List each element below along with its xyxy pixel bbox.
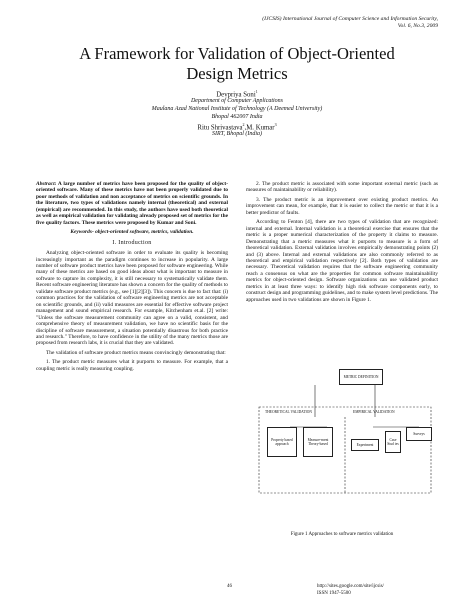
- paragraph: Analyzing object-oriented software in order to evaluate its quality is becoming increasingly important as the paradigm continues to increase in popularity. A large number of software product metrics have been proposed for software engineering. While many of these metrics are based on good ideas about what is important to measure in software to capture its complexity, it is still necessary to systematically validate them. Recent software engineering literature has shown a concern for the quality of methods to validate software product metrics (e.g., see [1][2][3]). This concern is due to fact that: (i) common practices for the validation of software engineering metrics are not acceptable on scientific grounds, and (ii) valid measures are essential for effective software project management and sound empirical research. For example, Kitchenham et.al. [2] write: "Unless the software measurement community can agree on a valid, consistent, and comprehensive theory of measurement validation, we have no scientific basis for the discipline of software measurement, a situation potentially disastrous for both practice and research." Therefore, to have confidence in the utility of the many metrics those are proposed from research labs, it is crucial that they are validated.: [36, 250, 228, 347]
- title-line1: A Framework for Validation of Object-Oriented: [79, 44, 395, 63]
- surveys-box: Surveys: [406, 427, 432, 441]
- page-number: 46: [227, 584, 232, 589]
- author-devpriya-soni: Devpriya Soni$^1$: [216, 89, 258, 99]
- measurement-theory-box: Measure-ment Theory-based: [303, 427, 333, 457]
- paragraph: 2. The product metric is associated with some important external metric (such as measures of maintainability or reliability).: [246, 181, 438, 194]
- journal-header-line2: Vol. 6, No.3, 2009: [397, 23, 438, 29]
- paragraph: 3. The product metric is an improvement over existing product metrics. An improvement can mean, for example, that it is easier to collect the metric or that it is a better predictor of faults.: [246, 196, 438, 216]
- abstract-label: Abstract:: [36, 181, 57, 187]
- title-line2: Design Metrics: [186, 64, 288, 83]
- author-name: Ritu Shrivastava: [197, 124, 243, 132]
- author-institute: Maulana Azad National Institute of Technology (A Deemed University): [151, 106, 323, 112]
- author-name: M. Kumar: [246, 124, 275, 132]
- case-studies-box: Case Stud ies: [385, 431, 401, 453]
- paper-title: [0, 44, 474, 84]
- theoretical-validation-label: THEORETICAL VALIDATION: [265, 410, 312, 414]
- left-column: [36, 181, 228, 375]
- journal-header: [262, 16, 438, 30]
- issn: ISSN 1947-5500: [317, 591, 351, 596]
- metric-definition-box: METRIC DEFINITION: [339, 369, 383, 385]
- journal-url[interactable]: http://sites.google.com/site/ijcsis/: [317, 584, 384, 589]
- author-city: Bhopal 462007 India: [211, 114, 263, 120]
- right-column: [246, 181, 438, 306]
- figure-1: [255, 365, 435, 527]
- section-heading: I. Introduction: [112, 239, 152, 246]
- keywords: Keywords- object-oriented software, metrics, validation.: [70, 229, 194, 236]
- property-based-box: Property based approach: [267, 427, 297, 457]
- figure-caption: Figure 1 Approaches to software metrics validation: [290, 532, 394, 537]
- author-department: Department of Computer Applications: [190, 98, 284, 104]
- abstract: [36, 181, 228, 226]
- abstract-text: A large number of metrics have been proposed for the quality of object-oriented software. Many of these metrics have not been properly validated due to poor methods of validation and non acceptance of metrics on scientific grounds. In the literature, two types of validations namely internal (theoretical) and external (empirical) are recommended. In this study, the authors have used both theoretical as well as empirical validation for validating already proposed set of metrics for the five quality factors. These metrics were proposed by Kumar and Soni.: [36, 181, 228, 226]
- journal-header-line1: (IJCSIS) International Journal of Computer Science and Information Security,: [262, 16, 438, 22]
- author-name: Devpriya Soni: [216, 91, 256, 99]
- empirical-validation-label: EMPIRICAL VALIDATION: [353, 410, 395, 414]
- author-institute-2: SIRT, Bhopal (India): [211, 131, 263, 137]
- paragraph: According to Fenton [4], there are two types of validation that are recognized: internal and external. Internal validation is a theoretical exercise that ensures that the metric is a proper numerical characterization of the property it claims to measure. Demonstrating that a metric measures what it purports to measure is a form of theoretical validation. External validation involves empirically demonstrating points (2) and (3) above. Internal and external validations are also commonly referred to as theoretical and empirical validation respectively [2]. Both types of validation are necessary. Theoretical validation requires that the software engineering community reach a consensus on what are the properties for common software maintainability metrics for object-oriented design. Software organizations can use validated product metrics in at least three ways: to identify high risk software components early, to construct design and programming guidelines, and to make system level predictions. The approaches used in two validations are shown in Figure 1.: [246, 219, 438, 303]
- author-co-authors: Ritu Shrivastava$^2$,M. Kumar$^3$: [197, 122, 277, 132]
- paragraph: 1. The product metric measures what it purports to measure. For example, that a coupling metric is really measuring coupling.: [36, 359, 228, 372]
- paragraph: The validation of software product metrics means convincingly demonstrating that:: [46, 349, 226, 356]
- experiment-box: Experiment: [351, 439, 379, 451]
